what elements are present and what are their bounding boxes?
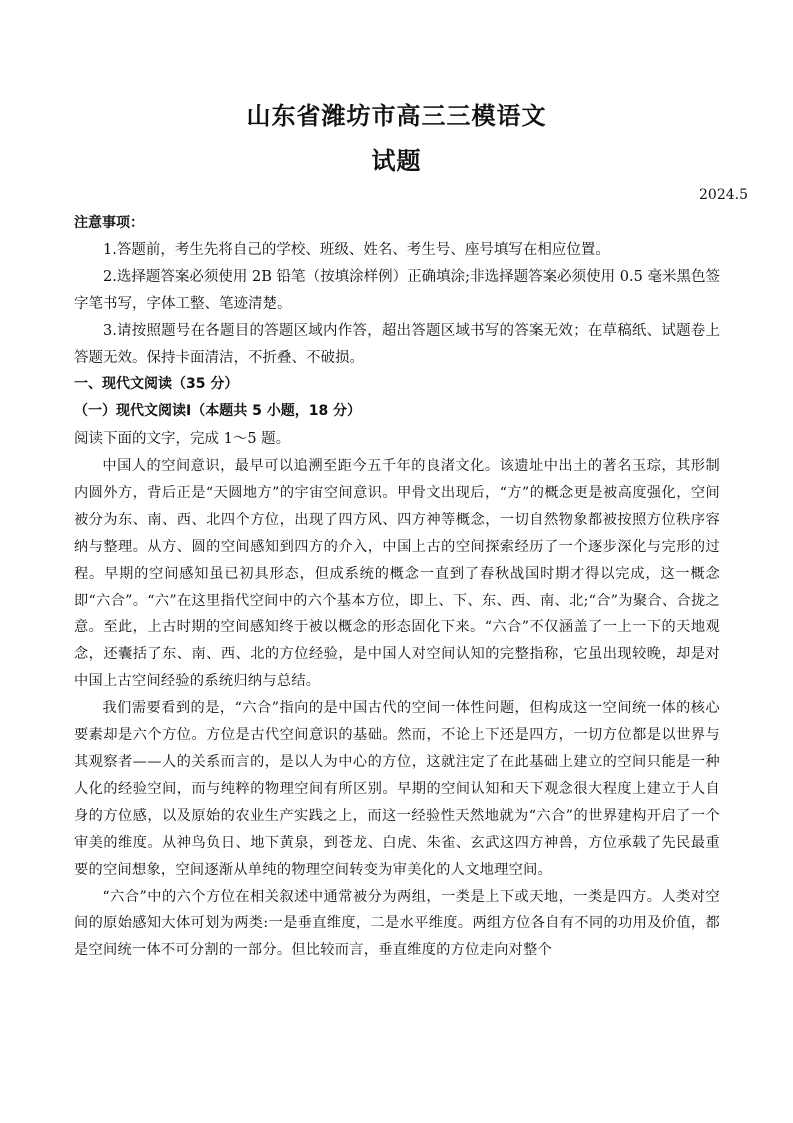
- notice-item: 1.答题前，考生先将自己的学校、班级、姓名、考生号、座号填写在相应位置。: [103, 242, 610, 258]
- notice-item: 3.请按照题号在各题目的答题区域内作答，超出答题区域书写的答案无效；在草稿纸、试题卷上答题无效。保持卡面清洁，不折叠、不破损。: [74, 323, 720, 366]
- reading-passage: [74, 453, 720, 964]
- exam-title-continued: 试题: [371, 147, 422, 175]
- subsection-heading: （一）现代文阅读Ⅰ（本题共 5 小题，18 分）: [74, 403, 362, 419]
- section-heading: 一、现代文阅读（35 分）: [74, 376, 239, 392]
- notice-heading: 注意事项：: [74, 215, 144, 231]
- notice-item: 2.选择题答案必须使用 2B 铅笔（按填涂样例）正确填涂;非选择题答案必须使用 0.5 毫米黑色签字笔书写，字体工整、笔迹清楚。: [74, 269, 720, 312]
- passage-paragraph: 我们需要看到的是，“六合”指向的是中国古代的空间一体性问题，但构成这一空间统一体的核心要素却是六个方位。方位是古代空间意识的基础。然而，不论上下还是四方，一切方位都是以世界与其观察者——人的关系而言的，是以人为中心的方位，这就注定了在此基础上建立的空间只能是一种人化的经验空间，而与纯粹的物理空间有所区别。早期的空间认知和天下观念很大程度上建立于人自身的方位感，以及原始的农业生产实践之上，而这一经验性天然地就为“六合”的世界建构开启了一个审美的维度。从神鸟负日、地下黄泉，到苍龙、白虎、朱雀、玄武这四方神兽，方位承载了先民最重要的空间想象，空间逐渐从单纯的物理空间转变为审美化的人文地理空间。: [74, 700, 720, 878]
- passage-paragraph: 中国人的空间意识，最早可以追溯至距今五千年的良渚文化。该遗址中出土的著名玉琮，其形制内圆外方，背后正是“天圆地方”的宇宙空间意识。甲骨文出现后，“方”的概念更是被高度强化，空间被分为东、南、西、北四个方位，出现了四方风、四方神等概念，一切自然物象都被按照方位秩序容纳与整理。从方、圆的空间感知到四方的介入，中国上古的空间探索经历了一个逐步深化与完形的过程。早期的空间感知虽已初具形态，但成系统的概念一直到了春秋战国时期才得以完成，这一概念即“六合”。“六”在这里指代空间中的六个基本方位，即上、下、东、西、南、北;“合”为聚合、合拢之意。至此，上古时期的空间感知终于被以概念的形态固化下来。“六合”不仅涵盖了一上一下的天地观念，还囊括了东、南、西、北的方位经验，是中国人对空间认知的完整指称，它虽出现较晚，却是对中国上古空间经验的系统归纳与总结。: [74, 458, 720, 690]
- notice-list: [74, 237, 720, 372]
- exam-date: 2024.5: [699, 187, 748, 203]
- exam-title: 山东省潍坊市高三三模语文: [246, 102, 547, 130]
- reading-instruction: 阅读下面的文字，完成 1～5 题。: [74, 431, 291, 447]
- passage-paragraph: “六合”中的六个方位在相关叙述中通常被分为两组，一类是上下或天地，一类是四方。人类对空间的原始感知大体可划为两类:一是垂直维度，二是水平维度。两组方位各自有不同的功用及价值，都是空间统一体不可分割的一部分。但比较而言，垂直维度的方位走向对整个: [74, 888, 720, 959]
